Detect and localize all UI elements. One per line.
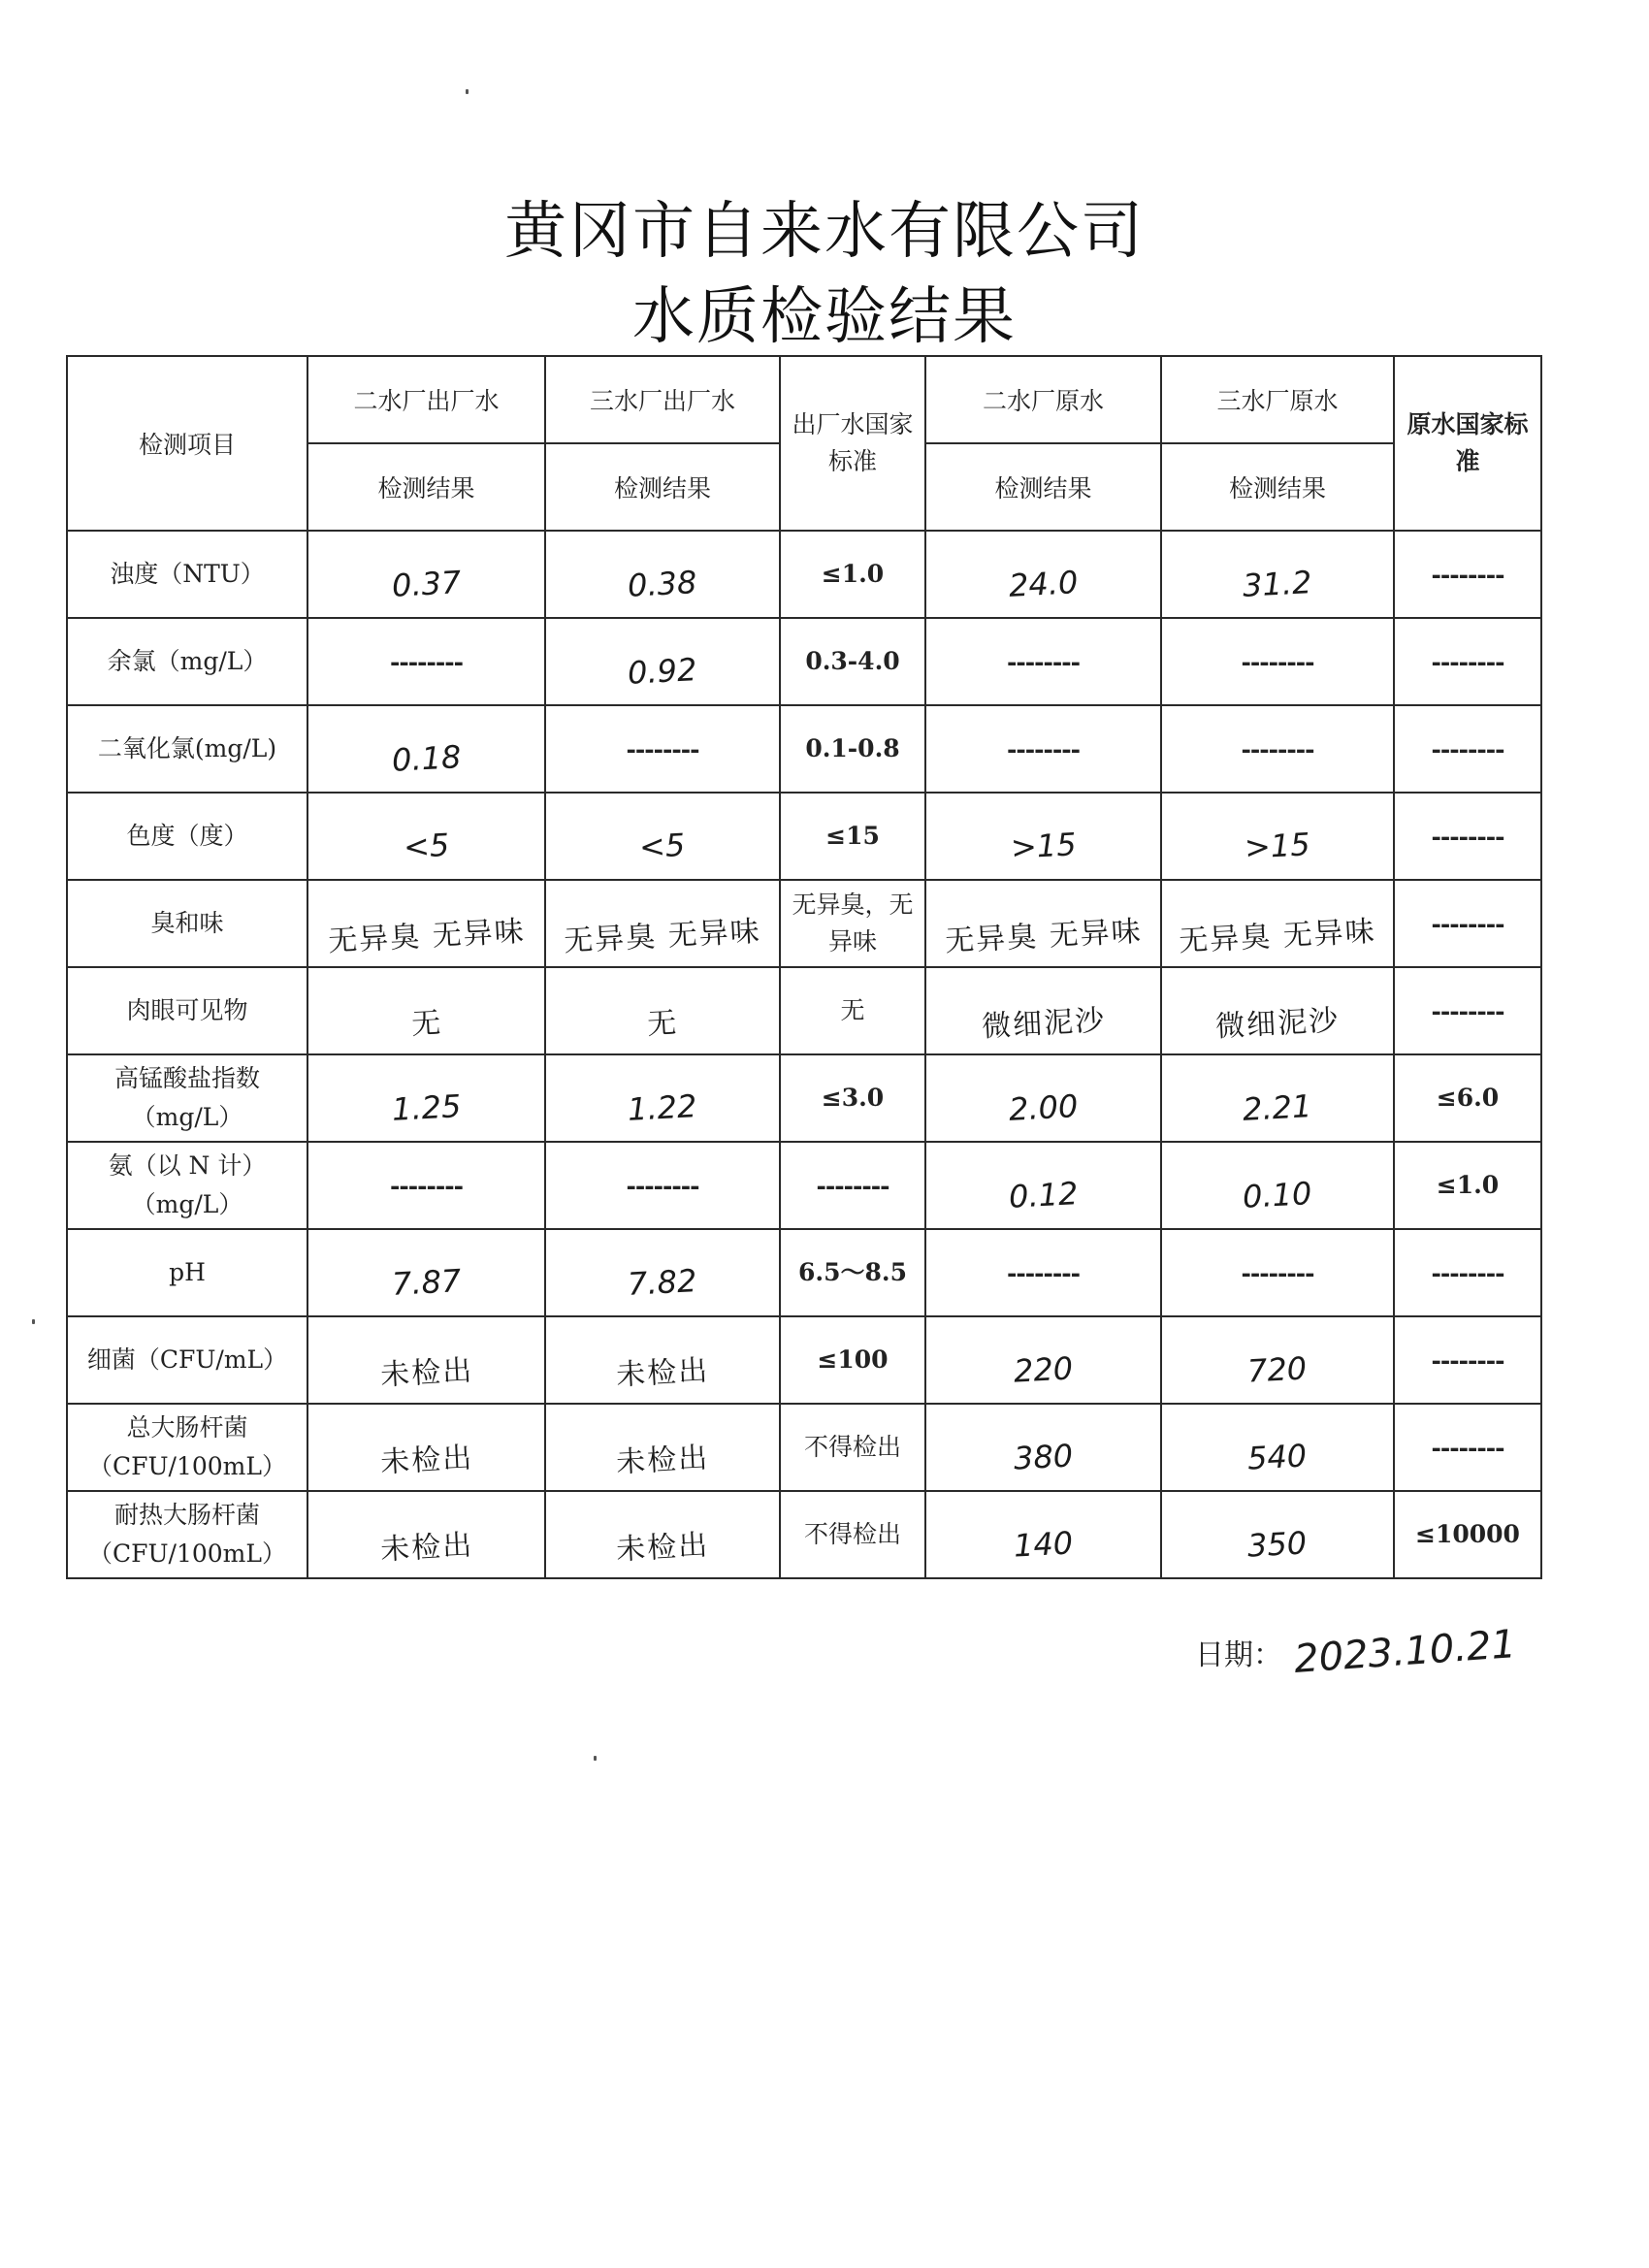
- header-out-standard: 出厂水国家标准: [780, 356, 925, 531]
- company-name: 黄冈市自来水有限公司: [504, 196, 1145, 268]
- plant3-raw-result: [1161, 967, 1394, 1054]
- table-row: [67, 1316, 1541, 1404]
- date-section: [1195, 1622, 1518, 1682]
- plant3-raw-result: [1161, 793, 1394, 880]
- out-standard: ≤3.0: [780, 1054, 925, 1142]
- plant3-raw-result: --------: [1161, 1229, 1394, 1316]
- out-standard: ≤15: [780, 793, 925, 880]
- handwritten-value: >15: [1244, 826, 1311, 866]
- out-standard: 0.1-0.8: [780, 705, 925, 793]
- plant3-out-result: --------: [545, 1142, 780, 1229]
- item-name: 耐热大肠杆菌（CFU/100mL）: [67, 1491, 307, 1578]
- plant3-out-result: [545, 880, 780, 967]
- handwritten-value: 0.38: [627, 564, 698, 604]
- plant3-raw-result: [1161, 1404, 1394, 1491]
- handwritten-value: 0.37: [390, 564, 463, 604]
- handwritten-value: 未检出: [615, 1353, 711, 1393]
- handwritten-value: >15: [1009, 826, 1078, 866]
- plant3-out-result: [545, 1491, 780, 1578]
- raw-standard: ≤1.0: [1394, 1142, 1541, 1229]
- plant2-out-result: [307, 967, 545, 1054]
- item-name: 余氯（mg/L）: [67, 618, 307, 705]
- handwritten-value: 未检出: [378, 1353, 474, 1393]
- handwritten-value: 24.0: [1007, 564, 1080, 604]
- plant2-out-result: [307, 531, 545, 618]
- plant3-raw-result: [1161, 1142, 1394, 1229]
- document-title: [0, 189, 1649, 360]
- plant3-raw-result: [1161, 531, 1394, 618]
- plant2-raw-result: [925, 1142, 1161, 1229]
- plant2-raw-result: [925, 967, 1161, 1054]
- plant2-raw-result: [925, 880, 1161, 967]
- raw-standard: --------: [1394, 531, 1541, 618]
- handwritten-value: 1.25: [390, 1087, 463, 1128]
- handwritten-value: 无异臭 无异味: [327, 914, 527, 959]
- handwritten-value: 140: [1013, 1524, 1074, 1565]
- scan-speck: [466, 89, 469, 94]
- handwritten-value: 无: [646, 1006, 680, 1042]
- plant3-out-result: [545, 967, 780, 1054]
- plant2-out-result: [307, 1229, 545, 1316]
- plant2-raw-result: [925, 1491, 1161, 1578]
- item-name: 二氧化氯(mg/L): [67, 705, 307, 793]
- handwritten-value: 未检出: [615, 1528, 711, 1568]
- table-row: [67, 1404, 1541, 1491]
- plant2-raw-result: [925, 793, 1161, 880]
- out-standard: ≤100: [780, 1316, 925, 1404]
- date-label: 日期：: [1195, 1638, 1282, 1672]
- plant3-raw-result: [1161, 1054, 1394, 1142]
- handwritten-value: 220: [1013, 1349, 1074, 1390]
- table-row: [67, 531, 1541, 618]
- item-name: pH: [67, 1229, 307, 1316]
- subheader-result: 检测结果: [1161, 443, 1394, 531]
- plant2-out-result: [307, 1404, 545, 1491]
- table-row: [67, 967, 1541, 1054]
- item-name: 浊度（NTU）: [67, 531, 307, 618]
- handwritten-value: 2.21: [1242, 1087, 1313, 1128]
- plant2-out-result: [307, 793, 545, 880]
- plant2-raw-result: --------: [925, 705, 1161, 793]
- handwritten-value: 未检出: [378, 1528, 474, 1568]
- header-item: 检测项目: [67, 356, 307, 531]
- table-row: [67, 793, 1541, 880]
- item-name: 色度（度）: [67, 793, 307, 880]
- plant2-raw-result: [925, 1054, 1161, 1142]
- plant2-out-result: --------: [307, 618, 545, 705]
- table-row: [67, 1491, 1541, 1578]
- item-name: 细菌（CFU/mL）: [67, 1316, 307, 1404]
- plant2-out-result: [307, 1054, 545, 1142]
- table-row: [67, 618, 1541, 705]
- table-row: [67, 1142, 1541, 1229]
- raw-standard: --------: [1394, 1316, 1541, 1404]
- plant3-out-result: [545, 1054, 780, 1142]
- plant2-raw-result: [925, 531, 1161, 618]
- report-title: 水质检验结果: [632, 281, 1017, 353]
- plant2-out-result: [307, 880, 545, 967]
- header-row: [67, 356, 1541, 443]
- scan-speck: [594, 1756, 597, 1761]
- handwritten-value: 微细泥沙: [980, 1003, 1107, 1045]
- plant3-raw-result: [1161, 880, 1394, 967]
- out-standard: 不得检出: [780, 1491, 925, 1578]
- plant2-out-result: [307, 1491, 545, 1578]
- item-name: 总大肠杆菌（CFU/100mL）: [67, 1404, 307, 1491]
- handwritten-value: 350: [1246, 1524, 1309, 1565]
- subheader-result: 检测结果: [545, 443, 780, 531]
- raw-standard: --------: [1394, 1404, 1541, 1491]
- plant3-raw-result: [1161, 1316, 1394, 1404]
- plant2-out-result: [307, 705, 545, 793]
- plant2-raw-result: --------: [925, 1229, 1161, 1316]
- handwritten-value: 7.82: [627, 1262, 698, 1303]
- header-plant2-out: 二水厂出厂水: [307, 356, 545, 443]
- raw-standard: --------: [1394, 880, 1541, 967]
- header-plant2-raw: 二水厂原水: [925, 356, 1161, 443]
- plant2-raw-result: [925, 1316, 1161, 1404]
- item-name: 氨（以 N 计）（mg/L）: [67, 1142, 307, 1229]
- plant2-raw-result: --------: [925, 618, 1161, 705]
- raw-standard: --------: [1394, 967, 1541, 1054]
- handwritten-value: 未检出: [615, 1441, 711, 1480]
- handwritten-value: 0.10: [1242, 1175, 1313, 1215]
- raw-standard: ≤10000: [1394, 1491, 1541, 1578]
- plant2-out-result: --------: [307, 1142, 545, 1229]
- plant2-raw-result: [925, 1404, 1161, 1491]
- handwritten-value: 2.00: [1007, 1087, 1080, 1128]
- item-name: 臭和味: [67, 880, 307, 967]
- raw-standard: --------: [1394, 618, 1541, 705]
- handwritten-value: 540: [1246, 1437, 1309, 1477]
- plant3-out-result: [545, 1229, 780, 1316]
- plant3-out-result: --------: [545, 705, 780, 793]
- handwritten-value: 未检出: [378, 1441, 474, 1480]
- raw-standard: --------: [1394, 1229, 1541, 1316]
- header-plant3-out: 三水厂出厂水: [545, 356, 780, 443]
- plant3-out-result: [545, 1316, 780, 1404]
- out-standard: 不得检出: [780, 1404, 925, 1491]
- header-raw-standard: 原水国家标准: [1394, 356, 1541, 531]
- handwritten-value: 0.12: [1007, 1175, 1080, 1215]
- handwritten-value: 无: [409, 1006, 443, 1042]
- handwritten-value: 无异臭 无异味: [563, 914, 762, 959]
- plant3-out-result: [545, 1404, 780, 1491]
- handwritten-value: <5: [638, 826, 687, 866]
- plant3-raw-result: --------: [1161, 618, 1394, 705]
- handwritten-value: 无异臭 无异味: [944, 914, 1144, 959]
- out-standard: 6.5～8.5: [780, 1229, 925, 1316]
- out-standard: 无: [780, 967, 925, 1054]
- plant3-raw-result: --------: [1161, 705, 1394, 793]
- plant3-out-result: [545, 531, 780, 618]
- header-plant3-raw: 三水厂原水: [1161, 356, 1394, 443]
- raw-standard: --------: [1394, 793, 1541, 880]
- out-standard: 0.3-4.0: [780, 618, 925, 705]
- plant3-out-result: [545, 618, 780, 705]
- raw-standard: --------: [1394, 705, 1541, 793]
- scan-speck: [32, 1319, 35, 1324]
- table-row: [67, 1054, 1541, 1142]
- subheader-result: 检测结果: [307, 443, 545, 531]
- out-standard: ≤1.0: [780, 531, 925, 618]
- raw-standard: ≤6.0: [1394, 1054, 1541, 1142]
- handwritten-value: 1.22: [627, 1087, 698, 1128]
- handwritten-value: 380: [1013, 1437, 1074, 1477]
- table-row: [67, 705, 1541, 793]
- handwritten-value: 7.87: [390, 1262, 463, 1303]
- item-name: 高锰酸盐指数（mg/L）: [67, 1054, 307, 1142]
- plant3-raw-result: [1161, 1491, 1394, 1578]
- handwritten-value: 微细泥沙: [1214, 1003, 1342, 1045]
- water-quality-table: [66, 355, 1542, 1579]
- subheader-result: 检测结果: [925, 443, 1161, 531]
- handwritten-value: 0.18: [390, 738, 463, 779]
- date-value: 2023.10.21: [1292, 1622, 1518, 1682]
- handwritten-value: <5: [402, 826, 451, 866]
- plant2-out-result: [307, 1316, 545, 1404]
- out-standard: 无异臭，无异味: [780, 880, 925, 967]
- table-row: [67, 880, 1541, 967]
- handwritten-value: 720: [1246, 1349, 1309, 1390]
- handwritten-value: 31.2: [1242, 564, 1313, 604]
- table-row: [67, 1229, 1541, 1316]
- out-standard: --------: [780, 1142, 925, 1229]
- handwritten-value: 0.92: [627, 651, 698, 692]
- item-name: 肉眼可见物: [67, 967, 307, 1054]
- plant3-out-result: [545, 793, 780, 880]
- handwritten-value: 无异臭 无异味: [1178, 914, 1377, 959]
